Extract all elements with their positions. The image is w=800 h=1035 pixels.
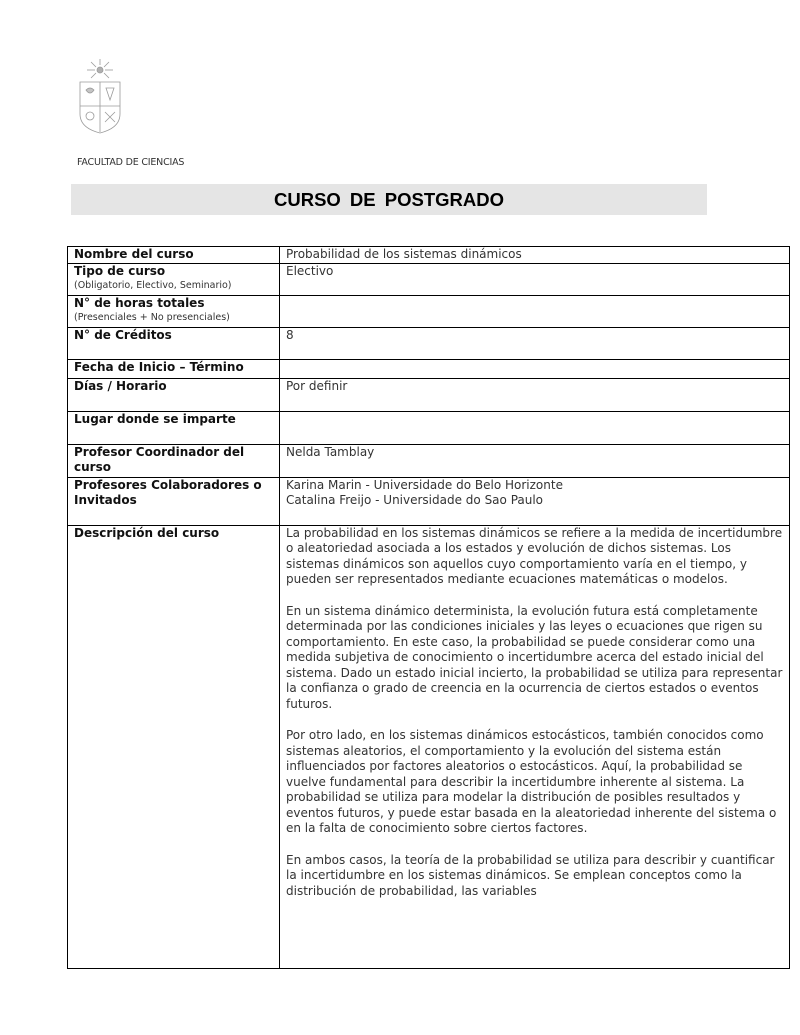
label-coordinador: Profesor Coordinador del curso <box>68 444 280 477</box>
value-horas <box>280 295 790 327</box>
value-coordinador: Nelda Tamblay <box>280 444 790 477</box>
value-nombre: Probabilidad de los sistemas dinámicos <box>280 247 790 264</box>
colaborador-2: Catalina Freijo - Universidade do Sao Paulo <box>286 493 544 507</box>
value-lugar <box>280 411 790 444</box>
label-horas-sub: (Presenciales + No presenciales) <box>74 312 230 323</box>
row-colaboradores <box>68 477 790 525</box>
value-creditos: 8 <box>280 327 790 359</box>
title-banner <box>71 184 707 215</box>
value-dias: Por definir <box>280 378 790 411</box>
description-paragraph-3: Por otro lado, en los sistemas dinámicos estocásticos, también conocidos como sistemas aleatorios, el comportamiento y la evolución del sistema están influenciados por factores aleatorios o estocásticos. Aquí, la probabilidad se vuelve fundamental para describir la incertidumbre inherente al sistema. La probabilidad se utiliza para modelar la distribución de posibles resultados y eventos futuros, y puede estar basada en la aleatoriedad inherente del sistema o en la falta de conocimiento sobre ciertos factores. <box>286 728 777 835</box>
row-horas <box>68 295 790 327</box>
row-creditos <box>68 327 790 359</box>
row-tipo <box>68 263 790 295</box>
label-dias: Días / Horario <box>68 378 280 411</box>
label-lugar: Lugar donde se imparte <box>68 411 280 444</box>
university-crest-icon <box>78 56 122 134</box>
row-dias <box>68 378 790 411</box>
value-fecha <box>280 359 790 378</box>
label-tipo <box>68 263 280 295</box>
colaborador-1: Karina Marin - Universidade do Belo Horizonte <box>286 477 563 492</box>
label-descripcion: Descripción del curso <box>68 525 280 968</box>
page-title: CURSO DE POSTGRADO <box>273 188 505 210</box>
value-colaboradores <box>280 477 790 525</box>
faculty-name: FACULTAD DE CIENCIAS <box>77 157 185 168</box>
row-descripcion <box>68 525 790 968</box>
course-info-table <box>67 246 790 969</box>
row-fecha <box>68 359 790 378</box>
label-tipo-text: Tipo de curso <box>74 263 166 278</box>
description-paragraph-2: En un sistema dinámico determinista, la evolución futura está completamente determinada por las condiciones iniciales y las leyes o ecuaciones que rigen su comportamiento. En este caso, la probabilidad se puede considerar como una medida subjetiva de conocimiento o incertidumbre acerca del estado inicial del sistema. Dado un estado inicial incierto, la probabilidad se utiliza para representar la confianza o grado de creencia en la ocurrencia de ciertos estados o eventos futuros. <box>286 603 783 711</box>
row-lugar <box>68 411 790 444</box>
value-tipo: Electivo <box>280 263 790 295</box>
row-coordinador <box>68 444 790 477</box>
label-tipo-sub: (Obligatorio, Electivo, Seminario) <box>74 280 232 291</box>
value-descripcion <box>280 525 790 968</box>
label-fecha: Fecha de Inicio – Término <box>68 359 280 378</box>
description-text <box>286 526 783 968</box>
label-creditos: N° de Créditos <box>68 327 280 359</box>
row-nombre <box>68 247 790 264</box>
label-nombre: Nombre del curso <box>68 247 280 264</box>
description-paragraph-4: En ambos casos, la teoría de la probabilidad se utiliza para describir y cuantificar la incertidumbre en los sistemas dinámicos. Se emplean conceptos como la distribución de probabilidad, las variables <box>286 852 775 898</box>
label-horas <box>68 295 280 327</box>
description-paragraph-1: La probabilidad en los sistemas dinámicos se refiere a la medida de incertidumbre o aleatoriedad asociada a los estados y evolución de dichos sistemas. Los sistemas dinámicos son aquellos cuyo comportamiento varía en el tiempo, y pueden ser representados mediante ecuaciones matemáticas o modelos. <box>286 525 783 586</box>
label-colaboradores: Profesores Colaboradores o Invitados <box>68 477 280 525</box>
label-horas-text: N° de horas totales <box>74 295 205 310</box>
